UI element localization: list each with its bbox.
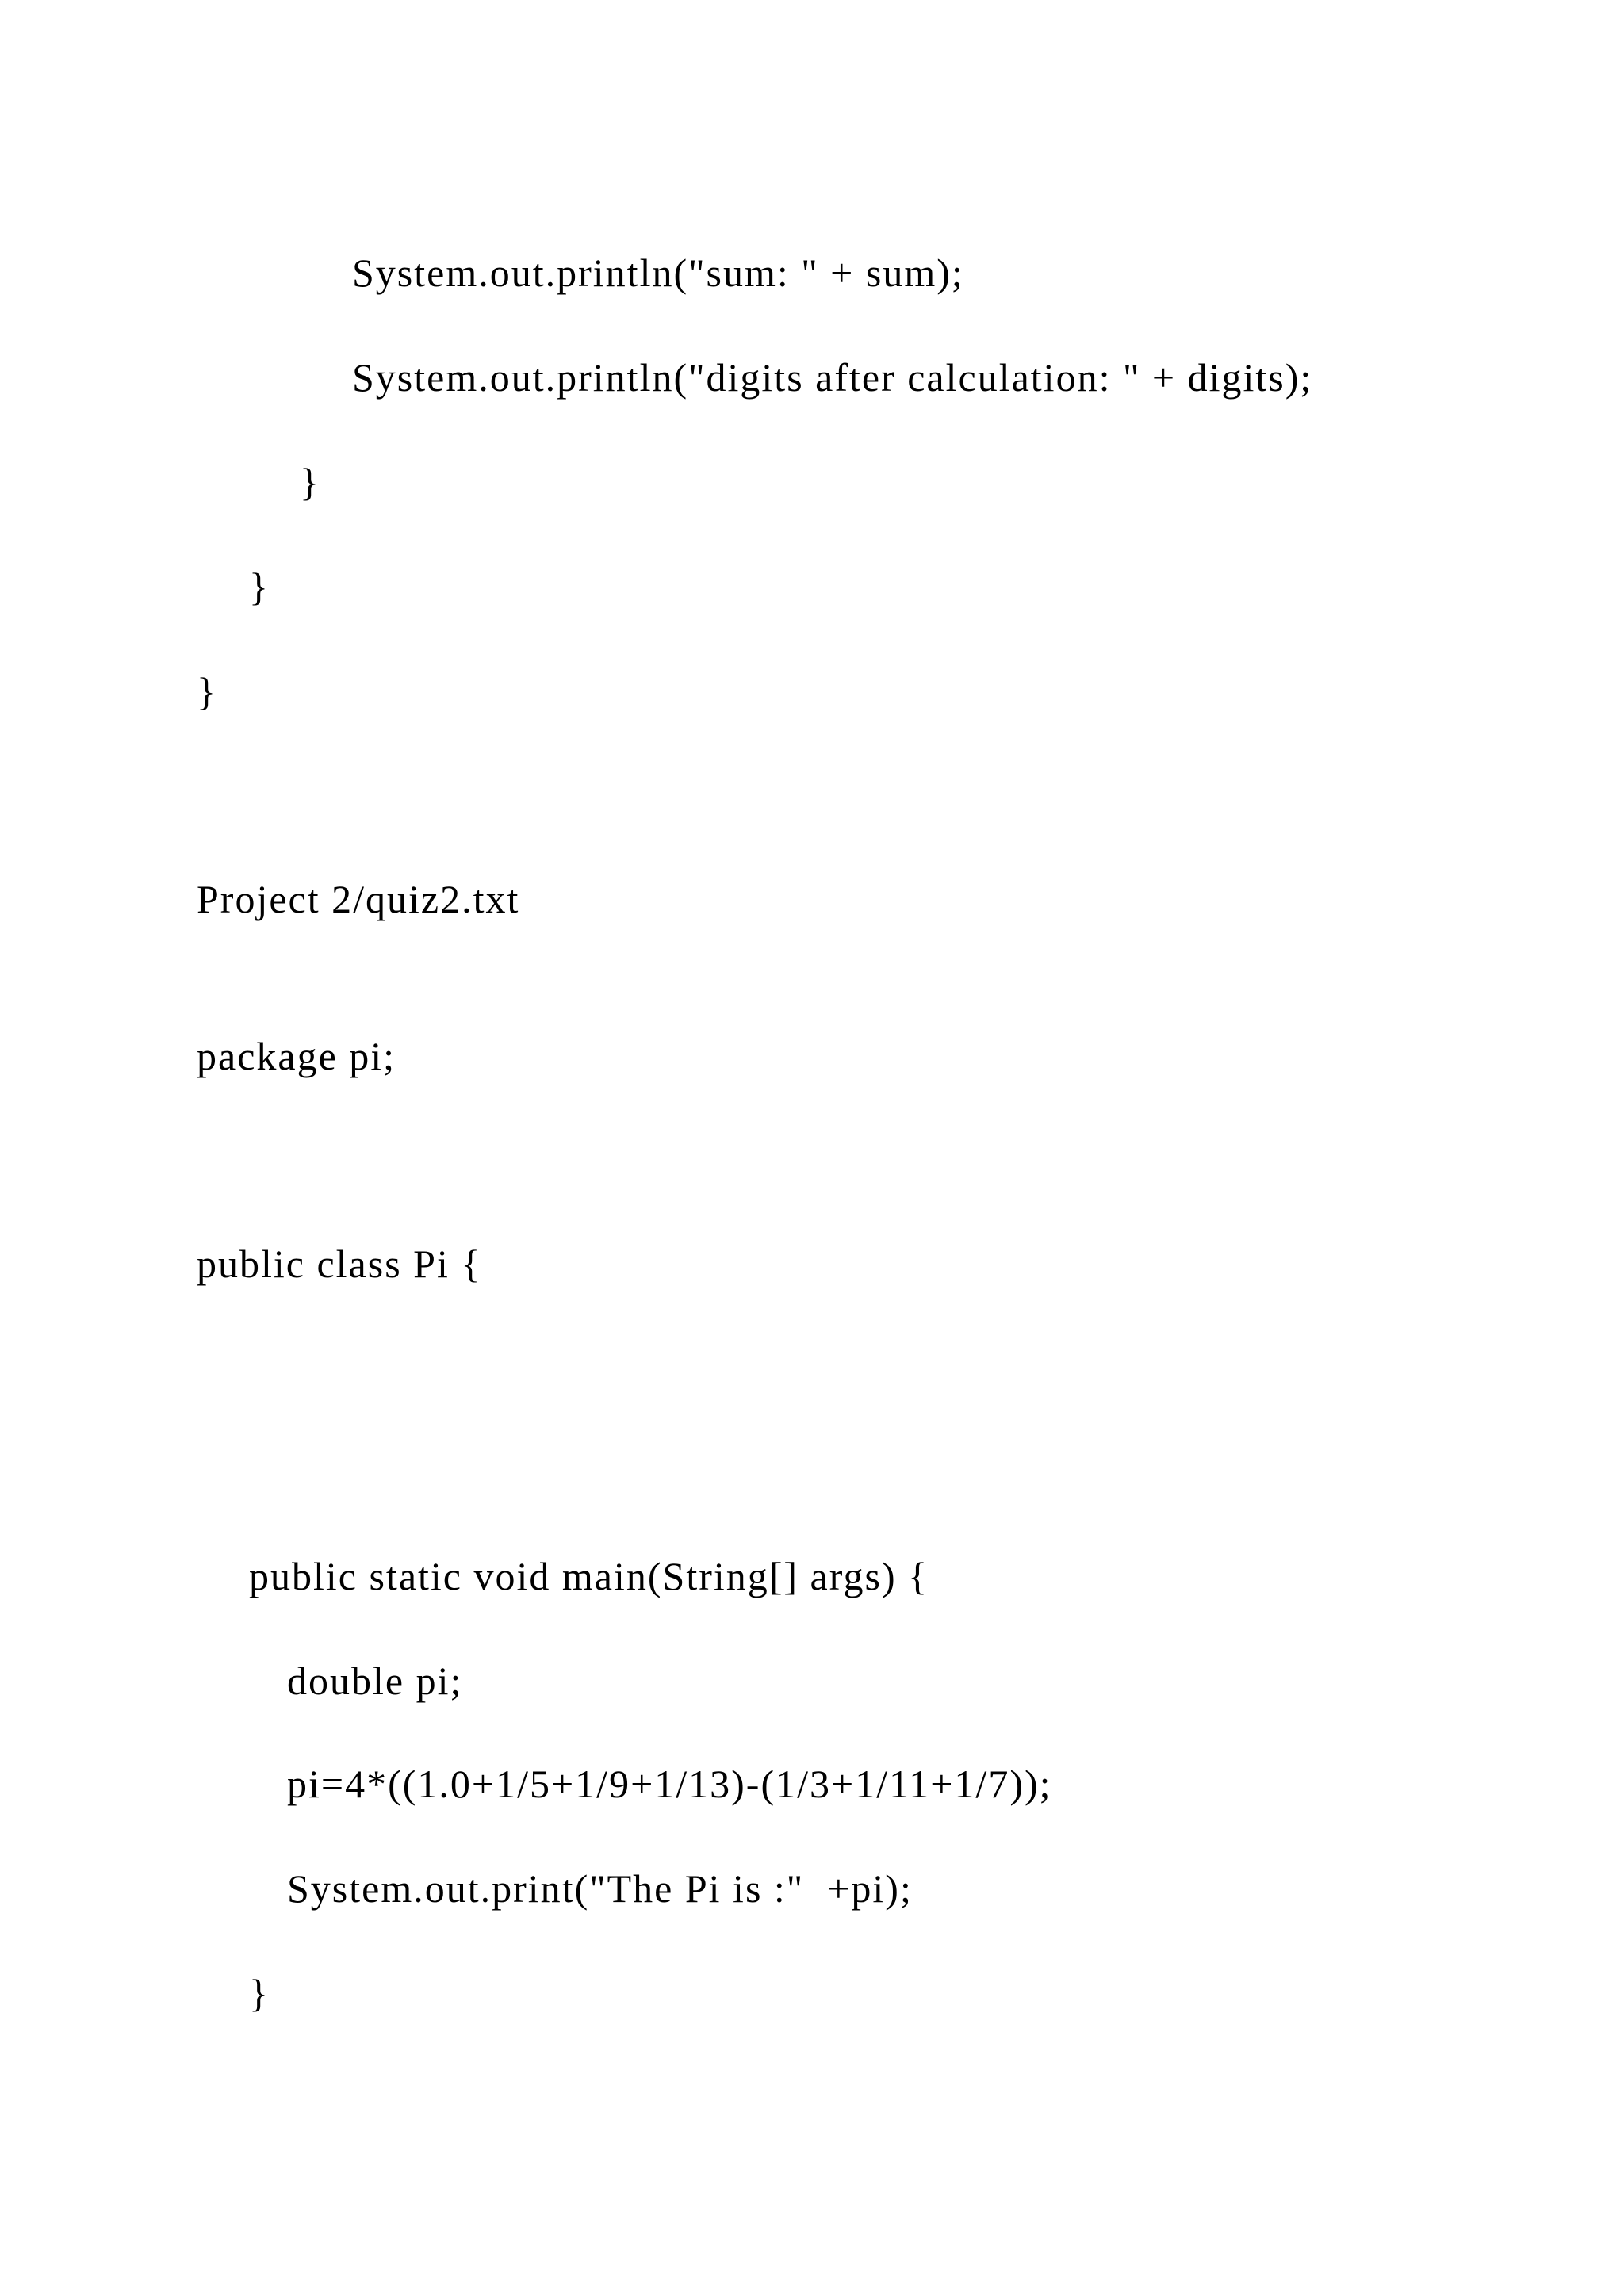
code-line-main-method: public static void main(String[] args) { <box>249 1554 929 1598</box>
code-line-close-brace-main: } <box>249 1971 270 2015</box>
code-line-print-pi: System.out.print("The Pi is :" +pi); <box>287 1866 913 1911</box>
code-line-print-digits: System.out.println("digits after calculation: " + digits); <box>352 355 1313 400</box>
code-line-close-brace-inner: } <box>300 460 320 504</box>
code-line-print-sum: System.out.println("sum: " + sum); <box>352 251 964 295</box>
code-line-class-declaration: public class Pi { <box>197 1242 482 1286</box>
code-line-pi-formula: pi=4*((1.0+1/5+1/9+1/13)-(1/3+1/11+1/7)); <box>287 1762 1052 1806</box>
code-line-close-brace-class: } <box>197 669 217 714</box>
code-line-package: package pi; <box>197 1034 396 1078</box>
file-heading: Project 2/quiz2.txt <box>197 877 520 921</box>
code-line-close-brace-method: } <box>249 564 270 609</box>
code-line-double-pi: double pi; <box>287 1659 463 1703</box>
